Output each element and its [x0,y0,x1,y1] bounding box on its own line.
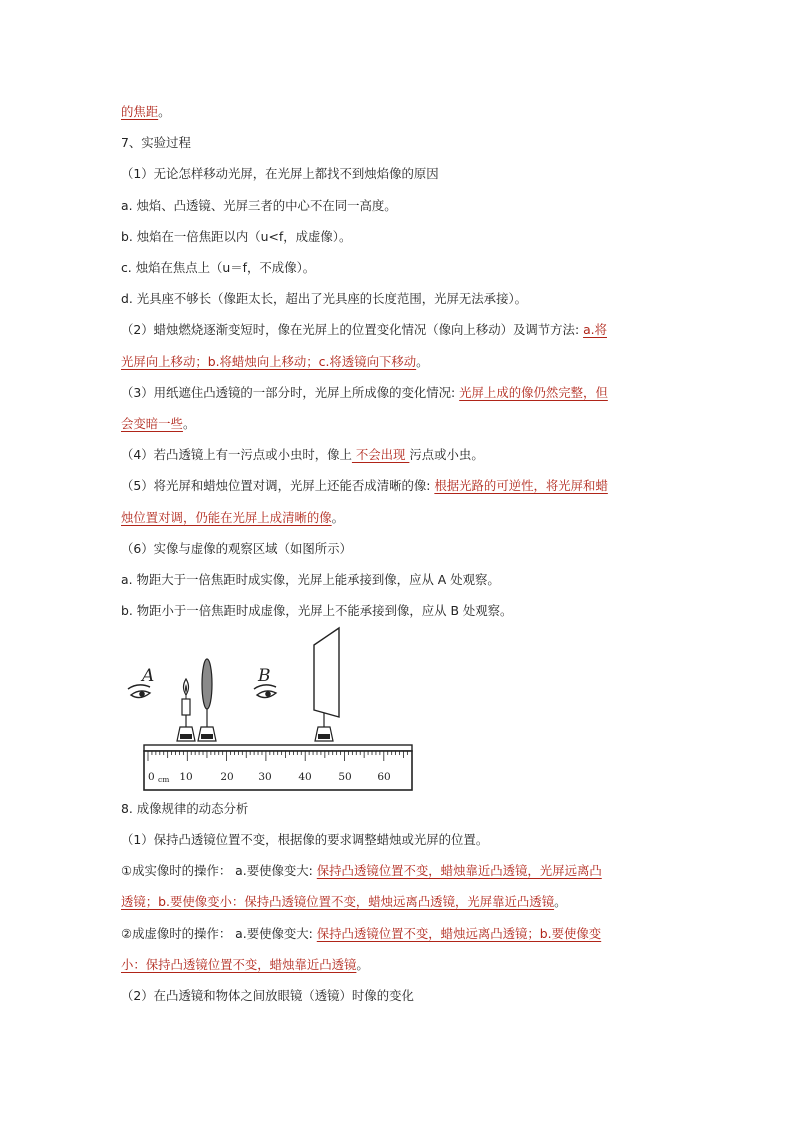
tick-label: 60 [377,771,391,783]
ruler [144,745,412,790]
reason-c: c. 烛焰在焦点上（u＝f，不成像）。 [121,260,316,275]
unit-label: cm [158,775,170,784]
section-heading-7: 7、实验过程 [121,135,191,150]
tick-label: 0 [148,771,155,783]
eye-icon [128,685,150,698]
optical-bench-figure [118,625,418,793]
label-b: B [258,666,271,686]
answer-text: 会变暗一些 [121,416,183,431]
answer-text: 根据光路的可逆性，将光屏和蜡 [434,478,608,493]
question-5: （5）将光屏和蜡烛位置对调，光屏上还能否成清晰的像: 根据光路的可逆性，将光屏和蜡 [121,478,608,493]
answer-text: 不会出现 [351,447,410,462]
reason-b: b. 烛焰在一倍焦距以内（u<f，成虚像）。 [121,229,352,244]
subheading-1: （1）无论怎样移动光屏，在光屏上都找不到烛焰像的原因 [121,166,439,181]
answer-text: a.将 [583,322,607,337]
subheading-8-2: （2）在凸透镜和物体之间放眼镜（透镜）时像的变化 [121,988,414,1003]
question-4: （4）若凸透镜上有一污点或小虫时，像上 不会出现 污点或小虫。 [121,447,484,462]
answer-text: 透镜；b.要使像变小：保持凸透镜位置不变，蜡烛远离凸透镜，光屏靠近凸透镜 [121,894,555,909]
question-3: （3）用纸遮住凸透镜的一部分时，光屏上所成像的变化情况: 光屏上成的像仍然完整，但 [121,385,608,400]
real-image-ops-cont: 透镜；b.要使像变小：保持凸透镜位置不变，蜡烛远离凸透镜，光屏靠近凸透镜。 [121,894,567,909]
eye-icon [254,685,276,698]
question-2-cont: 光屏向上移动；b.将蜡烛向上移动；c.将透镜向下移动。 [121,354,429,369]
question-3-cont: 会变暗一些。 [121,416,196,431]
answer-text: 光屏向上移动；b.将蜡烛向上移动；c.将透镜向下移动 [121,354,417,369]
tick-label: 30 [258,771,272,783]
observe-a: a. 物距大于一倍焦距时成实像，光屏上能承接到像，应从 A 处观察。 [121,572,500,587]
answer-text: 烛位置对调，仍能在光屏上成清晰的像 [121,510,332,525]
observe-b: b. 物距小于一倍焦距时成虚像，光屏上不能承接到像，应从 B 处观察。 [121,603,513,618]
label-a: A [142,666,155,686]
tick-label: 20 [220,771,234,783]
optical-bench-diagram [118,625,418,793]
answer-text: 保持凸透镜位置不变，蜡烛靠近凸透镜，光屏远离凸 [316,863,602,878]
answer-text: 小：保持凸透镜位置不变，蜡烛靠近凸透镜 [121,957,357,972]
virtual-image-ops-cont: 小：保持凸透镜位置不变，蜡烛靠近凸透镜。 [121,957,369,972]
tick-label: 10 [179,771,193,783]
candle [177,679,195,741]
question-5-cont: 烛位置对调，仍能在光屏上成清晰的像。 [121,510,345,525]
tick-label: 50 [338,771,352,783]
reason-a: a. 烛焰、凸透镜、光屏三者的中心不在同一高度。 [121,198,397,213]
answer-text: 保持凸透镜位置不变，蜡烛远离凸透镜；b.要使像变 [316,926,602,941]
virtual-image-ops: ②成虚像时的操作： a.要使像变大: 保持凸透镜位置不变，蜡烛远离凸透镜；b.要使像变 [121,926,602,941]
section-heading-8: 8. 成像规律的动态分析 [121,801,249,816]
convex-lens [198,659,216,741]
answer-text: 的焦距 [121,104,159,119]
subheading-6: （6）实像与虚像的观察区域（如图所示） [121,541,352,556]
reason-d: d. 光具座不够长（像距太长，超出了光具座的长度范围，光屏无法承接）。 [121,291,528,306]
light-screen [314,628,339,741]
real-image-ops: ①成实像时的操作： a.要使像变大: 保持凸透镜位置不变，蜡烛靠近凸透镜，光屏远离凸 [121,863,602,878]
tick-label: 40 [298,771,312,783]
subheading-8-1: （1）保持凸透镜位置不变，根据像的要求调整蜡烛或光屏的位置。 [121,832,489,847]
answer-text: 光屏上成的像仍然完整，但 [459,385,608,400]
doc-line-1: 的焦距。 [121,104,171,119]
question-2: （2）蜡烛燃烧逐渐变短时，像在光屏上的位置变化情况（像向上移动）及调节方法: a.将 [121,322,607,337]
